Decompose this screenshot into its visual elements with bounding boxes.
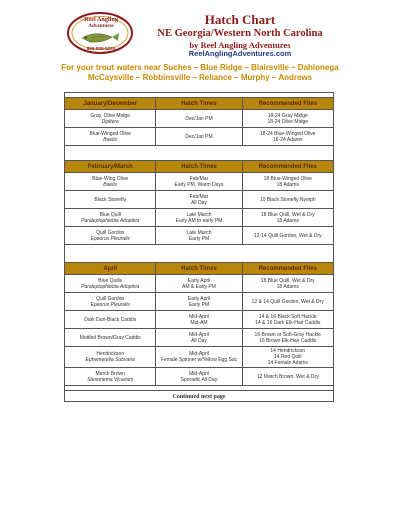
fly-line: 10 Black Stonefly Nymph xyxy=(259,196,316,203)
insect-scientific-name: Dipltera xyxy=(101,118,119,125)
insect-scientific-name: Baetis xyxy=(103,181,118,188)
recommended-flies-cell xyxy=(242,173,333,191)
hatch-time-line: Feb/Mar xyxy=(189,193,209,200)
section-header-row xyxy=(65,98,334,110)
logo-brand-line2: Adventures xyxy=(88,23,114,29)
hatch-time-line: Dec/Jan PM xyxy=(185,115,213,122)
hatch-time-line: Early PM xyxy=(188,301,210,308)
insect-cell xyxy=(65,329,156,347)
fly-line: 18 Adams xyxy=(276,217,299,224)
hatch-time-line: All Day xyxy=(191,337,207,344)
hatch-times-cell xyxy=(156,311,242,329)
hatch-times-header: Hatch Times xyxy=(156,161,242,173)
table-row xyxy=(65,275,334,293)
hatch-time-line: Female Spinner w/Yellow Egg Sac xyxy=(160,357,238,363)
hatch-times-cell xyxy=(156,209,242,227)
hatch-time-line: Mid-April xyxy=(189,313,209,320)
subtitle xyxy=(40,63,360,83)
insect-scientific-name: Baetis xyxy=(103,136,118,143)
recommended-flies-cell xyxy=(242,110,333,128)
insect-cell xyxy=(65,293,156,311)
insect-name: Dark Dun-Black Caddis xyxy=(84,316,137,323)
hatch-time-line: Early AM to early PM xyxy=(175,217,223,224)
recommended-flies-cell xyxy=(242,275,333,293)
recommended-flies-cell xyxy=(242,347,333,368)
page-title: Hatch Chart xyxy=(204,12,276,27)
insect-name: Blue-Winged Olive xyxy=(89,130,131,137)
section-table xyxy=(64,160,334,245)
fly-line: 18 Blue Quill, Wet & Dry xyxy=(260,277,315,284)
section-period-header: February/March xyxy=(65,161,156,173)
recommended-flies-header: Recommended Flies xyxy=(242,161,333,173)
insect-cell xyxy=(65,209,156,227)
fly-line: 14 Hendrickson xyxy=(270,348,306,354)
table-row xyxy=(65,209,334,227)
insect-scientific-name: Paraleptophlebia Adoptiva xyxy=(81,283,140,290)
hatch-times-cell xyxy=(156,128,242,146)
section-period-header: April xyxy=(65,263,156,275)
fly-line: 12 March Brown, Wet & Dry xyxy=(256,373,319,380)
recommended-flies-cell xyxy=(242,329,333,347)
byline: by Reel Angling Adventures xyxy=(189,40,291,50)
insect-cell xyxy=(65,173,156,191)
recommended-flies-header: Recommended Flies xyxy=(242,263,333,275)
hatch-time-line: Dec/Jan PM xyxy=(185,133,213,140)
insect-scientific-name: Stenonema Vicarium xyxy=(87,376,134,383)
hatch-time-line: Mid-AM xyxy=(190,319,208,326)
insect-name: Quill Gordon xyxy=(96,229,125,236)
table-row xyxy=(65,128,334,146)
section-table xyxy=(64,97,334,146)
hatch-time-line: Late March xyxy=(186,211,212,218)
hatch-times-header: Hatch Times xyxy=(156,263,242,275)
hatch-time-line: Early PM xyxy=(188,235,210,242)
hatch-time-line: Early PM, Warm Days xyxy=(174,181,224,188)
hatch-time-line: Early April xyxy=(187,295,211,302)
table-row xyxy=(65,329,334,347)
recommended-flies-cell xyxy=(242,293,333,311)
hatch-time-line: Mid-April xyxy=(189,351,209,357)
hatch-time-line: Feb/Mar xyxy=(189,175,209,182)
insect-scientific-name: Epeorus Pleuralis xyxy=(90,235,130,242)
fly-line: 18-24 Olive Midge xyxy=(267,118,309,125)
insect-name: Blue-Wing Olive xyxy=(92,175,129,182)
fly-line: 14 Red Quill xyxy=(274,354,302,360)
table-row xyxy=(65,173,334,191)
subtitle-line-1: For your trout waters near Suches – Blue Ridge – Blairsville – Dahlonega xyxy=(61,63,339,72)
chart-top-rule xyxy=(64,92,334,93)
table-row xyxy=(65,293,334,311)
fly-line: 18-24 Gray Midge xyxy=(267,112,308,119)
insect-cell xyxy=(65,347,156,368)
hatch-times-header: Hatch Times xyxy=(156,98,242,110)
fly-line: 18 Blue-Winged Olive xyxy=(263,175,312,182)
hatch-times-cell xyxy=(156,368,242,386)
insect-name: Black Stonefly xyxy=(94,196,127,203)
hatch-time-line: Sporadic All Day xyxy=(180,376,218,383)
hatch-times-cell xyxy=(156,275,242,293)
hatch-times-cell xyxy=(156,329,242,347)
insect-scientific-name: Epeorus Pleuralis xyxy=(90,301,130,308)
fly-line: 18 Adams xyxy=(276,181,299,188)
fly-line: 14 Female Adams xyxy=(267,360,308,366)
hatch-times-cell xyxy=(156,227,242,245)
table-row xyxy=(65,368,334,386)
recommended-flies-cell xyxy=(242,209,333,227)
fly-line: 14 & 16 Dark Elk-Hair Caddis xyxy=(255,319,321,326)
insect-cell xyxy=(65,275,156,293)
recommended-flies-cell xyxy=(242,128,333,146)
recommended-flies-cell xyxy=(242,311,333,329)
continued-note: Continued next page xyxy=(64,390,334,402)
fly-line: 18 Adams xyxy=(276,283,299,290)
hatch-time-line: All Day xyxy=(191,199,207,206)
title-block xyxy=(120,13,360,50)
insect-scientific-name: Ephemerella Subvaria xyxy=(85,357,135,363)
hatch-time-line: Mid-April xyxy=(189,370,209,377)
fly-line: 12-14 Quill Gordon, Wet & Dry xyxy=(253,232,322,239)
insect-scientific-name: Paraleptophlebia Adoptiva xyxy=(81,217,140,224)
recommended-flies-header: Recommended Flies xyxy=(242,98,333,110)
table-row xyxy=(65,191,334,209)
insect-cell xyxy=(65,110,156,128)
table-row xyxy=(65,227,334,245)
hatch-times-cell xyxy=(156,347,242,368)
hatch-time-line: Late March xyxy=(186,229,212,236)
hatch-times-cell xyxy=(156,110,242,128)
insect-name: Blue Quills xyxy=(98,277,123,284)
insect-name: March Brown xyxy=(95,370,125,377)
insect-name: Hendrickson xyxy=(96,351,125,357)
insect-cell xyxy=(65,368,156,386)
fly-line: 12 & 14 Quill Gordon, Wet & Dry xyxy=(251,298,324,305)
fly-line: 18 Blue Quill, Wet & Dry xyxy=(260,211,315,218)
table-row xyxy=(65,110,334,128)
insect-name: Mottled Brown/Gray Caddis xyxy=(79,334,141,341)
insect-cell xyxy=(65,311,156,329)
section-table xyxy=(64,262,334,386)
insect-name: Blue Quill xyxy=(99,211,121,218)
insect-cell xyxy=(65,191,156,209)
insect-cell xyxy=(65,128,156,146)
insect-name: Quill Gordon xyxy=(96,295,125,302)
hatch-times-cell xyxy=(156,191,242,209)
table-row xyxy=(65,311,334,329)
section-period-header: January/December xyxy=(65,98,156,110)
recommended-flies-cell xyxy=(242,368,333,386)
section-header-row xyxy=(65,263,334,275)
recommended-flies-cell xyxy=(242,227,333,245)
hatch-time-line: Mid-April xyxy=(189,331,209,338)
hatch-time-line: AM & Early PM xyxy=(182,283,216,290)
subtitle-line-2: McCaysville – Robbinsville – Reliance – Murphy – Andrews xyxy=(87,73,313,82)
website-link[interactable]: ReelAnglingAdventures.com xyxy=(188,49,292,58)
section-header-row xyxy=(65,161,334,173)
fly-line: 18-24 Blue-Winged Olive xyxy=(259,130,316,137)
fly-line: 14 & 16 Black Soft Hackle xyxy=(258,313,317,320)
hatch-times-cell xyxy=(156,173,242,191)
fly-line: 16 Brown or Soft-Gray Hackle xyxy=(254,331,321,338)
fly-line: 18-24 Adams xyxy=(273,136,303,143)
region-title: NE Georgia/Western North Carolina xyxy=(157,28,323,39)
logo-brand-line1: Reel Angling xyxy=(84,16,118,23)
insect-cell xyxy=(65,227,156,245)
logo-phone: 866-899-5250 xyxy=(86,46,116,51)
table-row xyxy=(65,347,334,368)
recommended-flies-cell xyxy=(242,191,333,209)
hatch-time-line: Early April xyxy=(187,277,211,284)
fly-line: 16 Brown Elk-Hair Caddis xyxy=(259,337,317,344)
hatch-times-cell xyxy=(156,293,242,311)
insect-name: Gray, Olive Midge xyxy=(90,112,131,119)
